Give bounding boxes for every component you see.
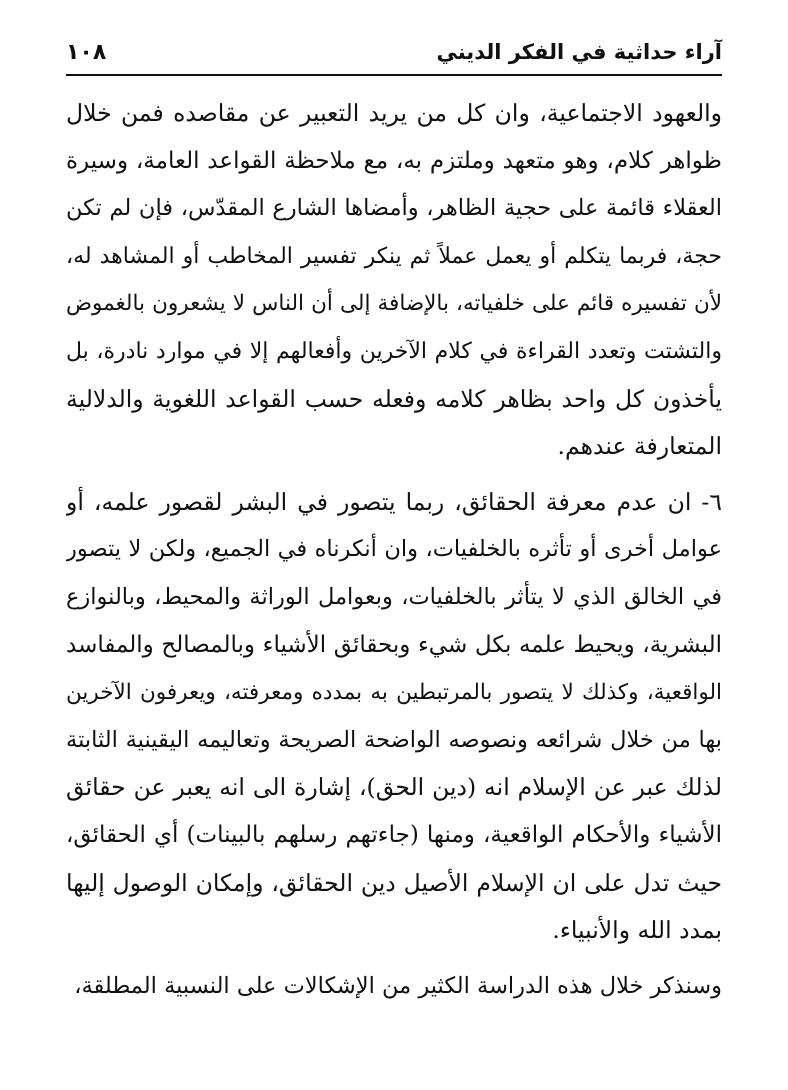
- text-line: ظواهر كلام، وهو متعهد وملتزم به، مع ملاحظة القواعد العامة، وسيرة: [66, 147, 722, 174]
- text-line: وسنذكر خلال هذه الدراسة الكثير من الإشكالات على النسبية المطلقة،: [74, 972, 722, 999]
- text-line: بها من خلال شرائعه ونصوصه الواضحة الصريحة وتعاليمه اليقينية الثابتة: [66, 726, 722, 753]
- text-line: الأشياء والأحكام الواقعية، ومنها (جاءتهم رسلهم بالبينات) أي الحقائق،: [66, 821, 722, 848]
- text-line: والتشتت وتعدد القراءة في كلام الآخرين وأفعالهم إلا في موارد نادرة، بل: [66, 338, 722, 364]
- text-line: ٦- ان عدم معرفة الحقائق، ربما يتصور في البشر لقصور علمه، أو: [66, 487, 722, 516]
- paragraph-1: [66, 90, 722, 471]
- body-text: [66, 90, 722, 1010]
- paragraph-spacer: [66, 955, 722, 963]
- text-line: حجة، فربما يتكلم أو يعمل عملاً ثم ينكر تفسير المخاطب أو المشاهد له،: [66, 243, 722, 269]
- text-line: المتعارفة عندهم.: [557, 432, 722, 461]
- page-header: [66, 30, 722, 76]
- text-line: حيث تدل على ان الإسلام الأصيل دين الحقائق، وإمكان الوصول إليها: [66, 868, 722, 897]
- text-line: الواقعية، وكذلك لا يتصور بالمرتبطين به بمدده ومعرفته، ويعرفون الآخرين: [66, 680, 722, 706]
- text-line: في الخالق الذي لا يتأثر بالخلفيات، وبعوامل الوراثة والمحيط، وبالنوازع: [66, 583, 722, 610]
- text-line: عوامل أخرى أو تأثره بالخلفيات، وان أنكرناه في الجميع، ولكن لا يتصور: [66, 536, 722, 563]
- text-line: بمدد الله والأنبياء.: [552, 916, 722, 945]
- page-number: ١٠٨: [66, 39, 107, 65]
- text-line: والعهود الاجتماعية، وان كل من يريد التعبير عن مقاصده فمن خلال: [66, 99, 722, 127]
- text-line: البشرية، ويحيط علمه بكل شيء وبحقائق الأشياء وبالمصالح والمفاسد: [66, 631, 722, 658]
- running-title: آراء حداثية في الفكر الديني: [436, 40, 722, 64]
- paragraph-spacer: [66, 471, 722, 479]
- text-line: لأن تفسيره قائم على خلفياته، بالإضافة إلى أن الناس لا يشعرون بالغموض: [66, 291, 722, 317]
- paragraph-3: [66, 963, 722, 1011]
- text-line: العقلاء قائمة على حجية الظاهر، وأمضاها الشارع المقدّس، فإن لم تكن: [66, 195, 722, 222]
- text-line: يأخذون كل واحد بظاهر كلامه وفعله حسب القواعد اللغوية والدلالية: [66, 384, 722, 413]
- paragraph-2: [66, 479, 722, 955]
- text-line: لذلك عبر عن الإسلام انه (دين الحق)، إشارة الى انه يعبر عن حقائق: [66, 773, 722, 802]
